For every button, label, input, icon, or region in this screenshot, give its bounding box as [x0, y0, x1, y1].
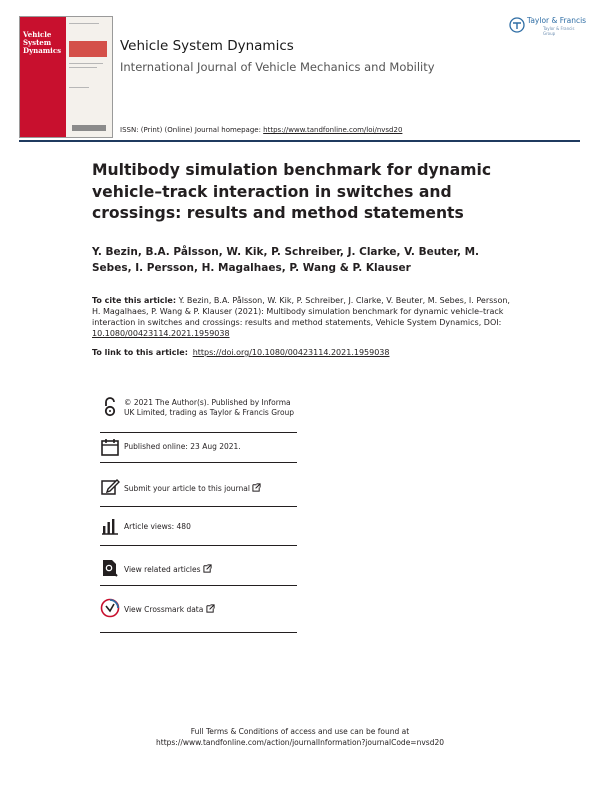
- document-search-icon: [100, 558, 120, 578]
- info-divider: [100, 432, 297, 433]
- open-lock-icon: [100, 397, 120, 417]
- journal-subtitle: International Journal of Vehicle Mechanics and Mobility: [120, 60, 435, 74]
- cover-title-line-3: Dynamics: [23, 46, 62, 55]
- article-link-line: [92, 348, 390, 357]
- crossmark-label: View Crossmark data: [124, 605, 204, 614]
- crossmark-icon: [100, 598, 120, 618]
- cover-rule: [69, 87, 89, 88]
- publisher-logo-name: Taylor & Francis: [527, 16, 587, 25]
- submit-article-link[interactable]: [124, 483, 261, 494]
- crossmark-link[interactable]: [124, 604, 215, 615]
- cover-left-panel: [20, 17, 66, 137]
- external-link-icon: [203, 564, 212, 573]
- header-divider: [19, 140, 580, 142]
- issn-label: ISSN: (Print) (Online) Journal homepage:: [120, 126, 264, 134]
- cover-publisher-mark: [72, 125, 106, 131]
- related-articles-label: View related articles: [124, 565, 201, 574]
- article-link-label: To link to this article:: [92, 348, 191, 357]
- submit-article-label: Submit your article to this journal: [124, 484, 250, 493]
- cover-right-panel: [66, 17, 112, 137]
- article-title: Multibody simulation benchmark for dynamic vehicle–track interaction in switches and crossings: results and method statements: [92, 161, 492, 222]
- cover-title: [23, 31, 65, 55]
- external-link-icon: [206, 604, 215, 613]
- citation-block: [92, 295, 520, 339]
- info-divider: [100, 632, 297, 633]
- journal-title[interactable]: Vehicle System Dynamics: [120, 38, 294, 54]
- cover-rule: [69, 23, 99, 24]
- published-date: Published online: 23 Aug 2021.: [124, 442, 241, 451]
- cover-rule: [69, 67, 97, 68]
- footer: [0, 726, 600, 748]
- edit-icon: [100, 477, 120, 497]
- info-divider: [100, 506, 297, 507]
- issn-line: [120, 126, 402, 134]
- footer-terms-text: Full Terms & Conditions of access and use can be found at: [190, 727, 410, 736]
- cover-title-line-1: Vehicle: [23, 30, 52, 39]
- bar-chart-icon: [100, 516, 120, 536]
- license-text: © 2021 The Author(s). Published by Informa UK Limited, trading as Taylor & Francis Group: [124, 398, 295, 417]
- publisher-logo[interactable]: [509, 16, 587, 38]
- citation-label: To cite this article:: [92, 296, 177, 305]
- article-views-count: Article views: 480: [124, 522, 191, 531]
- publisher-logo-icon: [509, 17, 525, 33]
- info-divider: [100, 585, 297, 586]
- journal-homepage-link[interactable]: https://www.tandfonline.com/loi/nvsd20: [263, 126, 403, 134]
- footer-terms-url[interactable]: https://www.tandfonline.com/action/journalInformation?journalCode=nvsd20: [156, 738, 444, 747]
- publisher-logo-tagline: Taylor & Francis Group: [543, 26, 575, 36]
- journal-cover-image[interactable]: [19, 16, 113, 138]
- cover-rule: [69, 63, 103, 64]
- article-doi-link[interactable]: https://doi.org/10.1080/00423114.2021.1959038: [192, 348, 390, 357]
- info-divider: [100, 462, 297, 463]
- article-authors: Y. Bezin, B.A. Pålsson, W. Kik, P. Schreiber, J. Clarke, V. Beuter, M. Sebes, I. Persson, H. Magalhaes, P. Wang & P. Klauser: [92, 246, 480, 274]
- external-link-icon: [252, 483, 261, 492]
- info-divider: [100, 545, 297, 546]
- cover-highlight-box: [69, 41, 107, 57]
- citation-text: Y. Bezin, B.A. Pålsson, W. Kik, P. Schreiber, J. Clarke, V. Beuter, M. Sebes, I. Persson, H. Magalhaes, P. Wang & P. Klauser (2021): Multibody simulation benchmark for dynamic vehicle–track interaction in switches and crossings: results and method statements, Vehicle System Dynamics, DOI:: [92, 296, 510, 327]
- related-articles-link[interactable]: [124, 564, 212, 575]
- citation-doi-link[interactable]: 10.1080/00423114.2021.1959038: [92, 329, 230, 338]
- calendar-icon: [100, 437, 120, 457]
- cover-title-line-2: System: [23, 38, 52, 47]
